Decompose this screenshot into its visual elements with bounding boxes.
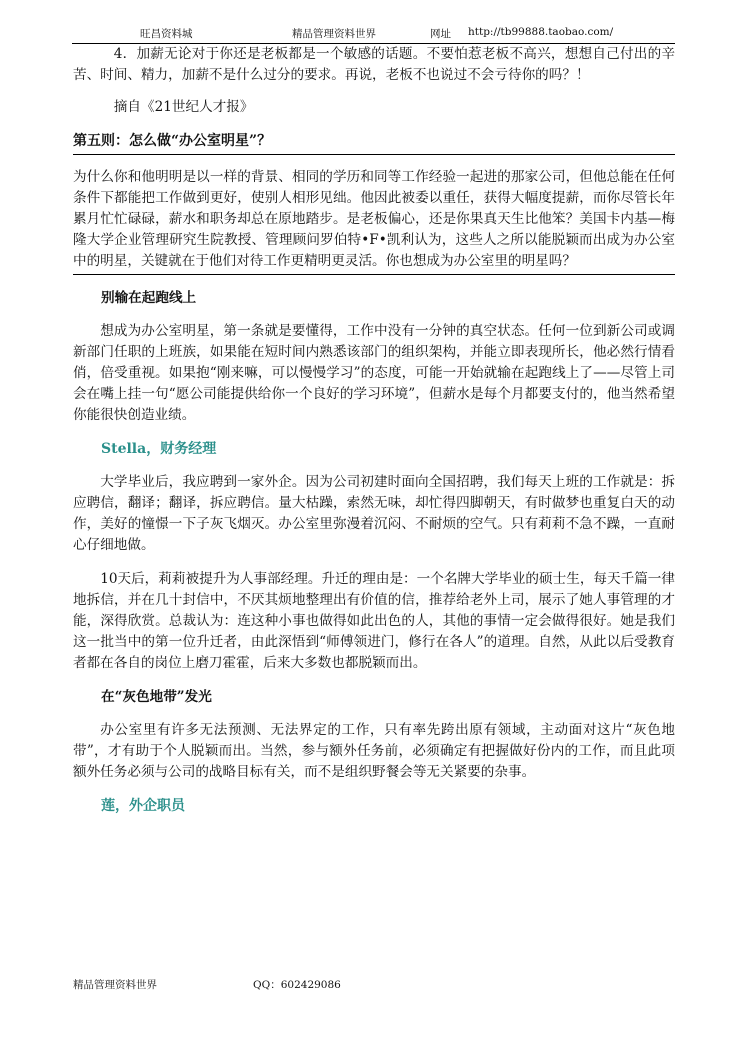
- paragraph-intro: 4．加薪无论对于你还是老板都是一个敏感的话题。不要怕惹老板不高兴，想想自己付出的辛苦、时间、精力，加薪不是什么过分的要求。再说，老板不也说过不会亏待你的吗？！: [73, 46, 675, 83]
- footer-world: 精品管理资料世界: [73, 979, 157, 991]
- heading-start: 别输在起跑线上: [101, 290, 197, 306]
- heading-stella: Stella，财务经理: [101, 441, 217, 457]
- page-content: [73, 44, 675, 817]
- source-note: 摘自《21世纪人才报》: [113, 99, 254, 115]
- heading-grey-zone: 在“灰色地带”发光: [101, 689, 212, 705]
- heading-lian: 莲，外企职员: [101, 798, 185, 814]
- page-header: [0, 26, 744, 40]
- paragraph-grey-zone: 办公室里有许多无法预测、无法界定的工作，只有率先跨出原有领域，主动面对这片“灰色地带”，才有助于个人脱颖而出。当然，参与额外任务前，必须确定有把握做好份内的工作，而且此项额外任务必须与公司的战略目标有关，而不是组织野餐会等无关紧要的杂事。: [73, 722, 675, 780]
- section-title: 第五则：怎么做“办公室明星”？: [73, 133, 272, 149]
- paragraph-start: 想成为办公室明星，第一条就是要懂得，工作中没有一分钟的真空状态。任何一位到新公司或调新部门任职的上班族，如果能在短时间内熟悉该部门的组织架构，并能立即表现所长，他必然行情看俏，倍受重视。如果抱“刚来嘛，可以慢慢学习”的态度，可能一开始就输在起跑线上了——尽管上司会在嘴上挂一句“愿公司能提供给你一个良好的学习环境”，但薪水是每个月都要支付的，他当然希望你能很快创造业绩。: [73, 323, 675, 423]
- paragraph-lead: 为什么你和他明明是以一样的背景、相同的学历和同等工作经验一起进的那家公司，但他总能在任何条件下都能把工作做到更好，使别人相形见绌。他因此被委以重任，获得大幅度提薪，而你尽管长年累月忙忙碌碌，薪水和职务却总在原地踏步。是老板偏心，还是你果真天生比他笨？美国卡内基—梅隆大学企业管理研究生院教授、管理顾问罗伯特•F•凯利认为，这些人之所以能脱颖而出成为办公室中的明星，关键就在于他们对待工作更精明更灵活。你也想成为办公室里的明星吗？: [73, 169, 675, 269]
- paragraph-stella-1: 大学毕业后，我应聘到一家外企。因为公司初建时面向全国招聘，我们每天上班的工作就是：拆应聘信，翻译；翻译，拆应聘信。量大枯躁，索然无味，却忙得四脚朝天，有时做梦也重复白天的动作，美好的憧憬一下子灰飞烟灭。办公室里弥漫着沉闷、不耐烦的空气。只有莉莉不急不躁，一直耐心仔细地做。: [73, 474, 675, 553]
- header-world: 精品管理资料世界: [292, 28, 376, 40]
- paragraph-stella-2: 10天后，莉莉被提升为人事部经理。升迁的理由是：一个名牌大学毕业的硕士生，每天千篇一律地拆信，并在几十封信中，不厌其烦地整理出有价值的信，推荐给老外上司，展示了她人事管理的才能，深得欣赏。总裁认为：连这种小事也做得如此出色的人，其他的事情一定会做得很好。她是我们这一批当中的第一位升迁者，由此深悟到“师傅领进门，修行在各人”的道理。自然，从此以后受教育者都在各自的岗位上磨刀霍霍，后来大多数也都脱颖而出。: [73, 571, 675, 671]
- header-url-label: 网址: [430, 28, 451, 40]
- footer-qq: QQ：602429086: [253, 979, 341, 991]
- header-site: 旺昌资料城: [140, 28, 193, 40]
- header-url[interactable]: http://tb99888.taobao.com/: [468, 26, 614, 38]
